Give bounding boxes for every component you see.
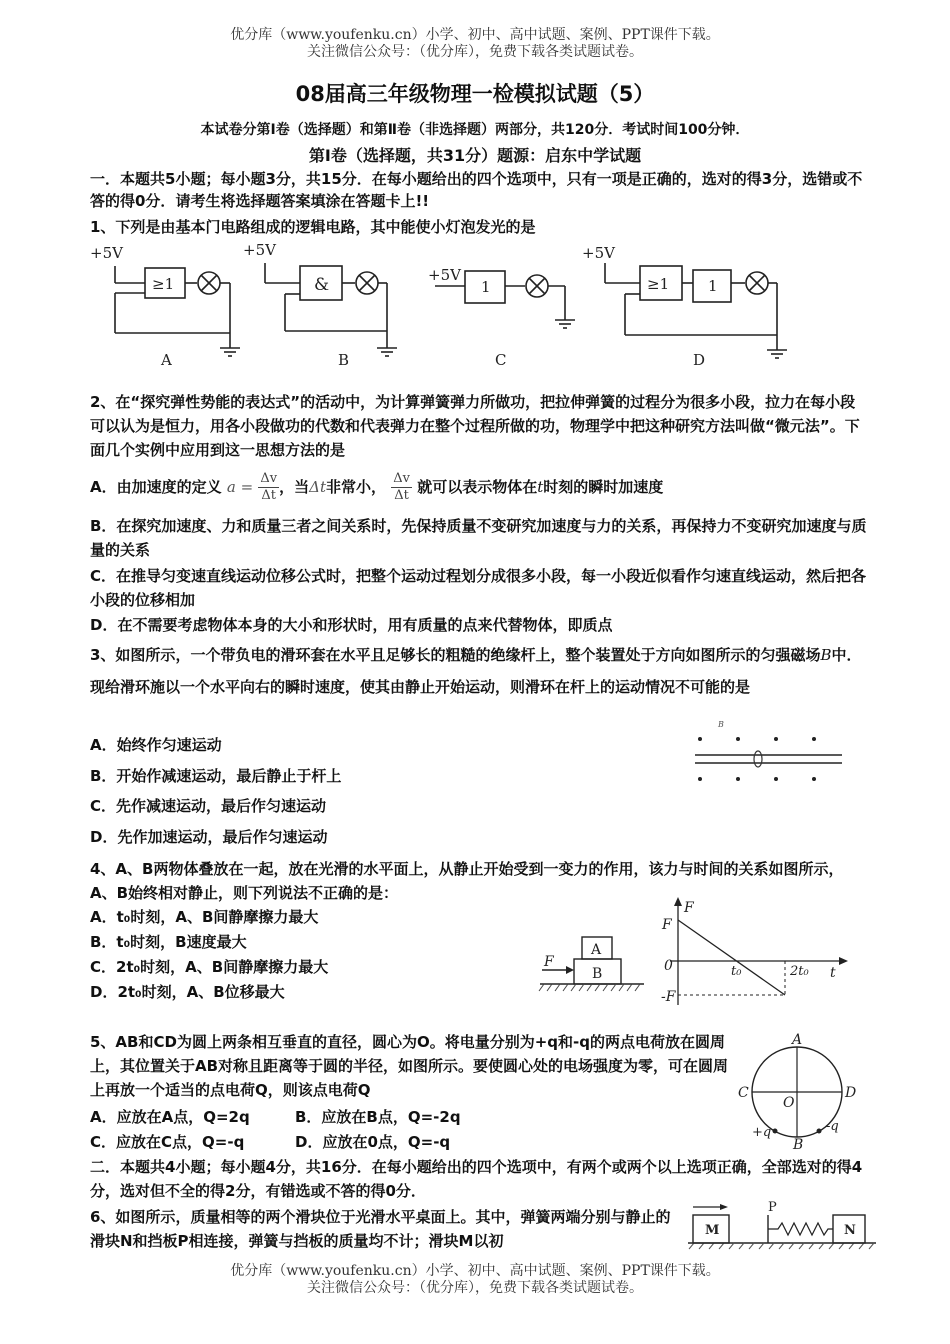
q4-force-label: F <box>544 954 554 970</box>
header-line-2: 关注微信公众号：（优分库），免费下载各类试题试卷。 <box>307 44 643 60</box>
q3-option-d: D．先作加速运动，最后作匀速运动 <box>90 828 328 846</box>
q6-block-m-label: M <box>705 1223 720 1238</box>
q1-supply-c: +5V <box>428 266 461 284</box>
q1-label-d: D <box>693 351 706 369</box>
q2-option-b: B．在探究加速度、力和质量三者之间关系时，先保持质量不变研究加速度与力的关系，再保持力不变研究加速度与质量的关系 <box>90 517 867 559</box>
section1-instructions: 一．本题共5小题；每小题3分，共15分．在每小题给出的四个选项中，只有一项是正确的，选对的得3分，选错或不答的得0分．请考生将选择题答案填涂在答题卡上!! <box>90 170 863 210</box>
page-header <box>0 27 950 61</box>
q6-plate-p-label: P <box>768 1200 777 1215</box>
q5-option-b: B．应放在B点，Q=-2q <box>295 1108 461 1126</box>
q2-a-num-1: Δv <box>260 471 278 486</box>
q3-stem-1: 3、如图所示，一个带负电的滑环套在水平且足够长的粗糙的绝缘杆上，整个装置处于方向如图所示的匀强磁场 <box>90 646 821 664</box>
q3-stem <box>90 639 870 703</box>
q3-option-a: A．始终作匀速运动 <box>90 736 222 754</box>
exam-title: 08届高三年级物理一检模拟试题（5） <box>295 82 655 106</box>
q1-gate-not-d: 1 <box>708 277 718 295</box>
q5-option-c: C．应放在C点，Q=-q <box>90 1133 245 1151</box>
q6-block-n-label: N <box>844 1223 856 1238</box>
q2-stem: 2、在“探究弹性势能的表达式”的活动中，为计算弹簧弹力所做功，把拉伸弹簧的过程分为很多小段，拉力在每小段可以认为是恒力，用各小段做功的代数和代表弹力在整个过程所做的功，物理学中把这种研究方法叫做“微元法”。下面几个实例中应用到这一思想方法的是 <box>90 393 860 459</box>
q2-a-mid: ，当 <box>279 478 310 496</box>
q4-graph-2t0: 2t₀ <box>790 964 809 979</box>
q5-point-d: D <box>845 1085 857 1101</box>
q2-a-t: t <box>537 478 544 496</box>
q2-option-a <box>90 467 870 507</box>
q2-a-mid2: 非常小， <box>326 478 387 496</box>
q1-gate-or-a: ≥1 <box>152 275 175 293</box>
q2-a-den-2: Δt <box>394 488 409 503</box>
q2-a-end: 时刻的瞬时加速度 <box>543 478 664 496</box>
q5-option-a: A．应放在A点，Q=2q <box>90 1108 250 1126</box>
q4-option-b: B．t₀时刻，B速度最大 <box>90 933 247 951</box>
q4-graph-t0: t₀ <box>731 964 742 979</box>
q3-magnetic-field-figure <box>690 715 850 790</box>
q1-gate-not-c: 1 <box>481 278 491 296</box>
q4-force-time-graph <box>660 895 855 1010</box>
q1-label-c: C <box>495 351 507 369</box>
q5-point-b: B <box>793 1137 804 1153</box>
q1-stem: 1、下列是由基本门电路组成的逻辑电路，其中能使小灯泡发光的是 <box>90 218 536 236</box>
q4-block-b-label: B <box>592 966 603 982</box>
q4-graph-f-axis: F <box>684 900 694 916</box>
q1-label-b: B <box>338 351 350 369</box>
q3-fig-b-label: B <box>718 720 724 729</box>
q1-logic-circuits <box>85 238 805 373</box>
q2-a-pre: A．由加速度的定义 <box>90 478 222 496</box>
q1-supply-a: +5V <box>90 244 123 262</box>
q4-graph-t-axis: t <box>830 965 836 981</box>
q4-graph-zero: 0 <box>664 958 673 974</box>
part1-title: 第Ⅰ卷（选择题，共31分）题源：启东中学试题 <box>308 146 642 165</box>
exam-intro: 本试卷分第Ⅰ卷（选择题）和第Ⅱ卷（非选择题）两部分，共120分．考试时间100分钟． <box>200 122 750 138</box>
q6-stem: 6、如图所示，质量相等的两个滑块位于光滑水平桌面上。其中，弹簧两端分别与静止的滑块N和挡板P相连接，弹簧与挡板的质量均不计；滑块M以初 <box>90 1208 671 1250</box>
q3-stem-3: 不可能的是 <box>675 678 751 696</box>
footer-line-2: 关注微信公众号：（优分库），免费下载各类试题试卷。 <box>307 1280 643 1296</box>
q2-option-d: D．在不需要考虑物体本身的大小和形状时，用有质量的点来代替物体，即质点 <box>90 616 613 634</box>
q4-stem: 4、A、B两物体叠放在一起，放在光滑的水平面上，从静止开始受到一变力的作用，该力与时间的关系如图所示，A、B始终相对静止，则下列说法不正确的是： <box>90 860 844 902</box>
q4-option-d: D．2t₀时刻，A、B位移最大 <box>90 983 285 1001</box>
q5-charge-minus: -q <box>826 1119 839 1134</box>
q4-blocks-figure <box>538 930 648 1000</box>
section2-instructions: 二．本题共4小题；每小题4分，共16分．在每小题给出的四个选项中，有两个或两个以上选项正确，全部选对的得4分，选对但不全的得2分，有错选或不答的得0分． <box>90 1158 863 1200</box>
q2-a-den-1: Δt <box>261 488 277 503</box>
q4-block-a-label: A <box>591 942 602 958</box>
q2-a-fraction-1 <box>258 471 279 504</box>
footer-line-1: 优分库（www.youfenku.cn）小学、初中、高中试题、案例、PPT课件下载。 <box>230 1263 720 1279</box>
q4-option-c: C．2t₀时刻，A、B间静摩擦力最大 <box>90 958 329 976</box>
q2-a-fraction-2 <box>391 471 412 504</box>
q1-gate-and-b: & <box>314 275 330 295</box>
q4-graph-neg-f: -F <box>661 989 676 1005</box>
q5-point-c: C <box>738 1085 749 1101</box>
q3-stem-b: B <box>820 646 832 664</box>
q5-circle-figure <box>735 1030 865 1155</box>
q5-point-a: A <box>792 1032 803 1048</box>
q1-supply-b: +5V <box>243 241 276 259</box>
header-line-1: 优分库（www.youfenku.cn）小学、初中、高中试题、案例、PPT课件下载。 <box>230 27 720 43</box>
q2-a-dt: Δt <box>309 478 326 496</box>
q5-stem: 5、AB和CD为圆上两条相互垂直的直径，圆心为O。将电量分别为+q和-q的两点电荷放在圆周上，其位置关于AB对称且距离等于圆的半径，如图所示。要使圆心处的电场强度为零，可在圆周上再放一个适当的点电荷Q，则该点电荷Q <box>90 1033 729 1099</box>
q4-graph-f-top: F <box>662 917 672 933</box>
q4-option-a: A．t₀时刻，A、B间静摩擦力最大 <box>90 908 319 926</box>
q6-spring-figure <box>688 1195 878 1255</box>
q3-option-c: C．先作减速运动，最后作匀速运动 <box>90 797 327 815</box>
q3-stem-2: 中．现给滑环施以一个水平向右的瞬时速度，使其由静止开始运动，则滑环在杆上的运动情况 <box>90 646 862 696</box>
q1-gate-or-d: ≥1 <box>647 275 670 293</box>
page-footer <box>0 1263 950 1297</box>
q1-supply-d: +5V <box>582 244 615 262</box>
q3-option-b: B．开始作减速运动，最后静止于杆上 <box>90 767 342 785</box>
q2-a-formula-a: a = <box>226 478 254 496</box>
q2-a-post: 就可以表示物体在 <box>417 478 538 496</box>
q5-point-o: O <box>783 1095 795 1111</box>
q2-a-num-2: Δv <box>393 471 410 486</box>
q5-option-d: D．应放在0点，Q=-q <box>295 1133 451 1151</box>
q1-label-a: A <box>161 351 172 369</box>
q5-charge-plus: +q <box>752 1125 772 1140</box>
q2-option-c: C．在推导匀变速直线运动位移公式时，把整个运动过程划分成很多小段，每一小段近似看作匀速直线运动，然后把各小段的位移相加 <box>90 567 867 609</box>
